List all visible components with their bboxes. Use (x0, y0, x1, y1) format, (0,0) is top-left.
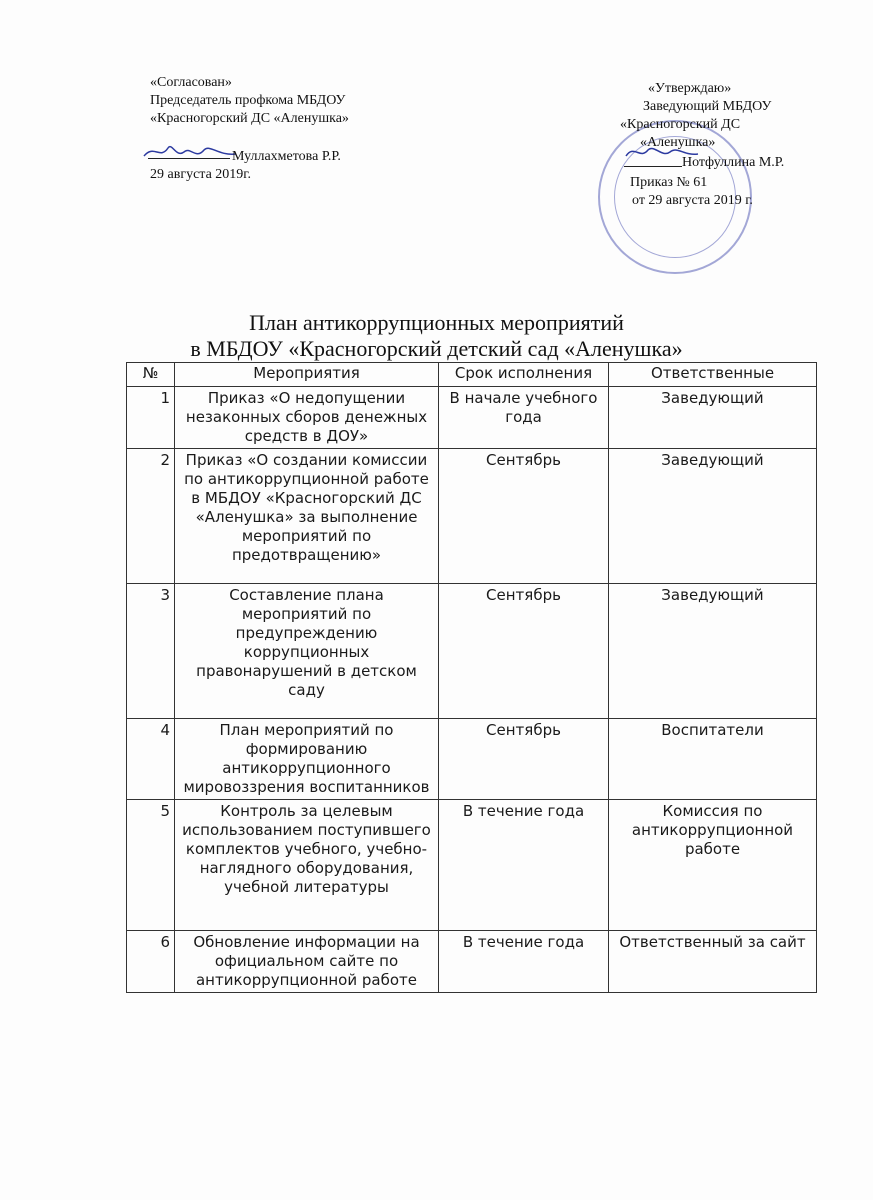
approval-left-date: 29 августа 2019г. (150, 167, 251, 182)
row-term: Сентябрь (439, 584, 609, 719)
row-term: В течение года (439, 800, 609, 931)
page-subtitle: в МБДОУ «Красногорский детский сад «Аленушка» (190, 336, 683, 361)
row-responsible: Воспитатели (609, 719, 817, 800)
approval-right-title: «Утверждаю» (648, 81, 732, 96)
row-responsible: Заведующий (609, 387, 817, 449)
row-event: Составление плана мероприятий по предупреждению коррупционных правонарушений в детском саду (175, 584, 439, 719)
row-event: План мероприятий по формированию антикоррупционного мировоззрения воспитанников (175, 719, 439, 800)
plan-table (126, 362, 817, 993)
row-term: Сентябрь (439, 719, 609, 800)
header-event: Мероприятия (175, 363, 439, 387)
row-responsible: Ответственный за сайт (609, 931, 817, 993)
header-responsible: Ответственные (609, 363, 817, 387)
approval-right-signer: Нотфуллина М.Р. (682, 155, 785, 170)
signature-left-icon (140, 138, 240, 166)
table-row (127, 387, 817, 449)
table-row (127, 931, 817, 993)
row-term: В начале учебного года (439, 387, 609, 449)
approval-right-organization: «Красногорский ДС (620, 117, 741, 132)
row-number: 4 (127, 719, 175, 800)
approval-left-position: Председатель профкома МБДОУ (150, 93, 346, 108)
table-header-row (127, 363, 817, 387)
row-responsible: Заведующий (609, 584, 817, 719)
approval-left-organization: «Красногорский ДС «Аленушка» (150, 111, 349, 126)
table-row (127, 449, 817, 584)
table-row (127, 800, 817, 931)
row-event: Приказ «О создании комиссии по антикоррупционной работе в МБДОУ «Красногорский ДС «Аленушка» за выполнение мероприятий по предотвращению» (175, 449, 439, 584)
row-responsible: Комиссия по антикоррупционной работе (609, 800, 817, 931)
row-number: 5 (127, 800, 175, 931)
signature-line-left (148, 158, 230, 159)
row-event: Обновление информации на официальном сайте по антикоррупционной работе (175, 931, 439, 993)
signature-line-right (624, 166, 682, 167)
approval-left-title: «Согласован» (150, 75, 232, 90)
approval-right-organization-2: «Аленушка» (640, 135, 716, 150)
row-number: 6 (127, 931, 175, 993)
row-responsible: Заведующий (609, 449, 817, 584)
approval-right-position: Заведующий МБДОУ (643, 99, 772, 114)
approval-right-date: от 29 августа 2019 г. (632, 193, 753, 208)
row-number: 1 (127, 387, 175, 449)
approval-left-signer: Муллахметова Р.Р. (232, 149, 341, 164)
row-event: Контроль за целевым использованием поступившего комплектов учебного, учебно-наглядного оборудования, учебной литературы (175, 800, 439, 931)
header-term: Срок исполнения (439, 363, 609, 387)
row-term: В течение года (439, 931, 609, 993)
row-number: 2 (127, 449, 175, 584)
approval-right-order: Приказ № 61 (630, 175, 708, 190)
page-title: План антикоррупционных мероприятий (249, 310, 624, 335)
row-number: 3 (127, 584, 175, 719)
table-row (127, 719, 817, 800)
row-term: Сентябрь (439, 449, 609, 584)
header-number: № (127, 363, 175, 387)
row-event: Приказ «О недопущении незаконных сборов денежных средств в ДОУ» (175, 387, 439, 449)
table-row (127, 584, 817, 719)
